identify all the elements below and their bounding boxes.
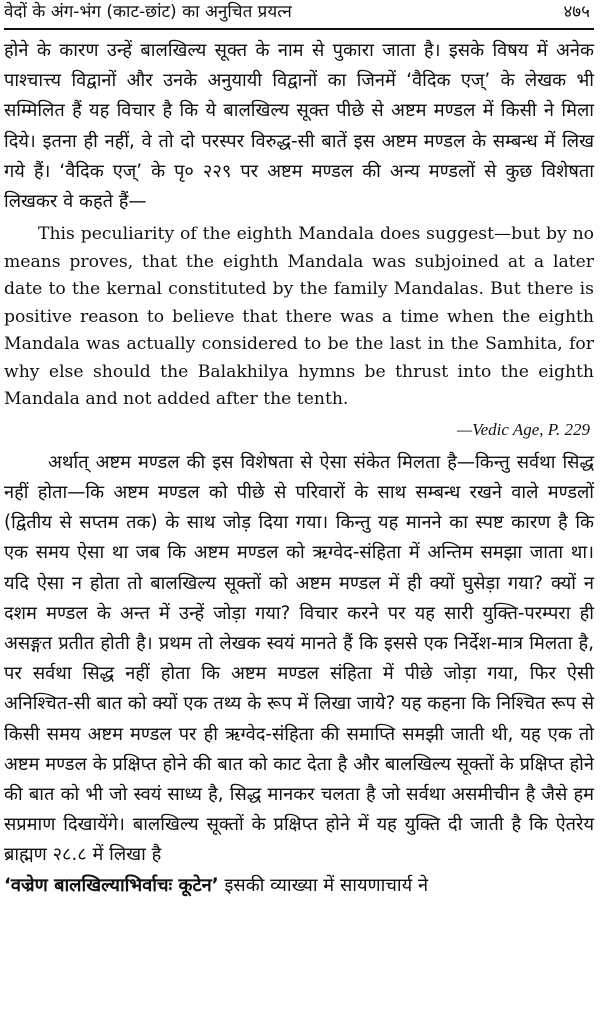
last-line-continuation: इसकी व्याख्या में सायणाचार्य ने — [218, 874, 429, 896]
running-header — [4, 0, 594, 28]
hindi-paragraph-1: होने के कारण उन्हें बालखिल्य सूक्त के नाम से पुकारा जाता है। इसके विषय में अनेक पाश्चात्त्य विद्वानों और उनके अनुयायी विद्वानों का जिनमें ‘वैदिक एज्’ के लेखक भी सम्मिलित हैं यह विचार है कि ये बालखिल्य सूक्त पीछे से अष्टम मण्डल में किसी ने मिला दिये। इतना ही नहीं, वे तो दो परस्पर विरुद्ध-सी बातें इस अष्टम मण्डल के सम्बन्ध में लिख गये हैं। ‘वैदिक एज्’ के पृ० २२९ पर अष्टम मण्डल की अन्य मण्डलों से कुछ विशेषता लिखकर वे कहते हैं— — [4, 40, 594, 213]
running-title: वेदों के अंग-भंग (काट-छांट) का अनुचित प्रयत्न — [4, 2, 292, 22]
sanskrit-quote: ‘वज्रेण बालखिल्याभिर्वाचः कूटेन’ — [4, 874, 219, 896]
page-number: ४७५ — [563, 2, 590, 22]
hindi-paragraph-2-text: अर्थात् अष्टम मण्डल की इस विशेषता से ऐसा संकेत मिलता है—किन्तु सर्वथा सिद्ध नहीं होता—कि अष्टम मण्डल को पीछे से परिवारों के साथ सम्बन्ध रखने वाले मण्डलों (द्वितीय से सप्तम तक) के साथ जोड़ दिया गया। किन्तु यह मानने का स्पष्ट कारण है कि एक समय ऐसा था जब कि अष्टम मण्डल को ऋग्वेद-संहिता में अन्तिम समझा जाता था। यदि ऐसा न होता तो बालखिल्य सूक्तों को अष्टम मण्डल में ही क्यों घुसेड़ा गया? क्यों न दशम मण्डल के अन्त में उन्हें जोड़ा गया? विचार करने पर यह सारी युक्ति-परम्परा ही असङ्गत प्रतीत होती है। प्रथम तो लेखक स्वयं मानते हैं कि इससे एक निर्देश-मात्र मिलता है, पर सर्वथा सिद्ध नहीं होता कि अष्टम मण्डल संहिता में पीछे जोड़ा गया, फिर ऐसी अनिश्चित-सी बात को क्यों एक तथ्य के रूप में लिखा जाये? यह कहना कि निश्चित रूप से किसी समय अष्टम मण्डल पर ही ऋग्वेद-संहिता की समाप्ति समझी जाती थी, यह एक तो अष्टम मण्डल के प्रक्षिप्त होने की बात को काट देता है और बालखिल्य सूक्तों के प्रक्षिप्त होने की बात को भी जो स्वयं साध्य है, सिद्ध मानकर चलता है जो सर्वथा असमीचीन है जैसे हम सप्रमाण दिखायेंगे। बालखिल्य सूक्तों के प्रक्षिप्त होने में यह युक्ति दी जाती है कि ऐतरेय ब्राह्मण २८.८ में लिखा है — [4, 451, 594, 866]
header-rule — [4, 28, 594, 30]
citation: —Vedic Age, P. 229 — [457, 419, 590, 439]
english-quote: This peculiarity of the eighth Mandala does suggest—but by no means proves, that the eighth Mandala was subjoined at a later date to the kernal constituted by the family Mandalas. But there is positive reason to believe that there was a time when the eighth Mandala was actually considered to be the last in the Samhita, for why else should the Balakhilya hymns be thrust into the eighth Mandala and not added after the tenth. — [4, 224, 594, 410]
hindi-paragraph-2 — [4, 448, 594, 901]
